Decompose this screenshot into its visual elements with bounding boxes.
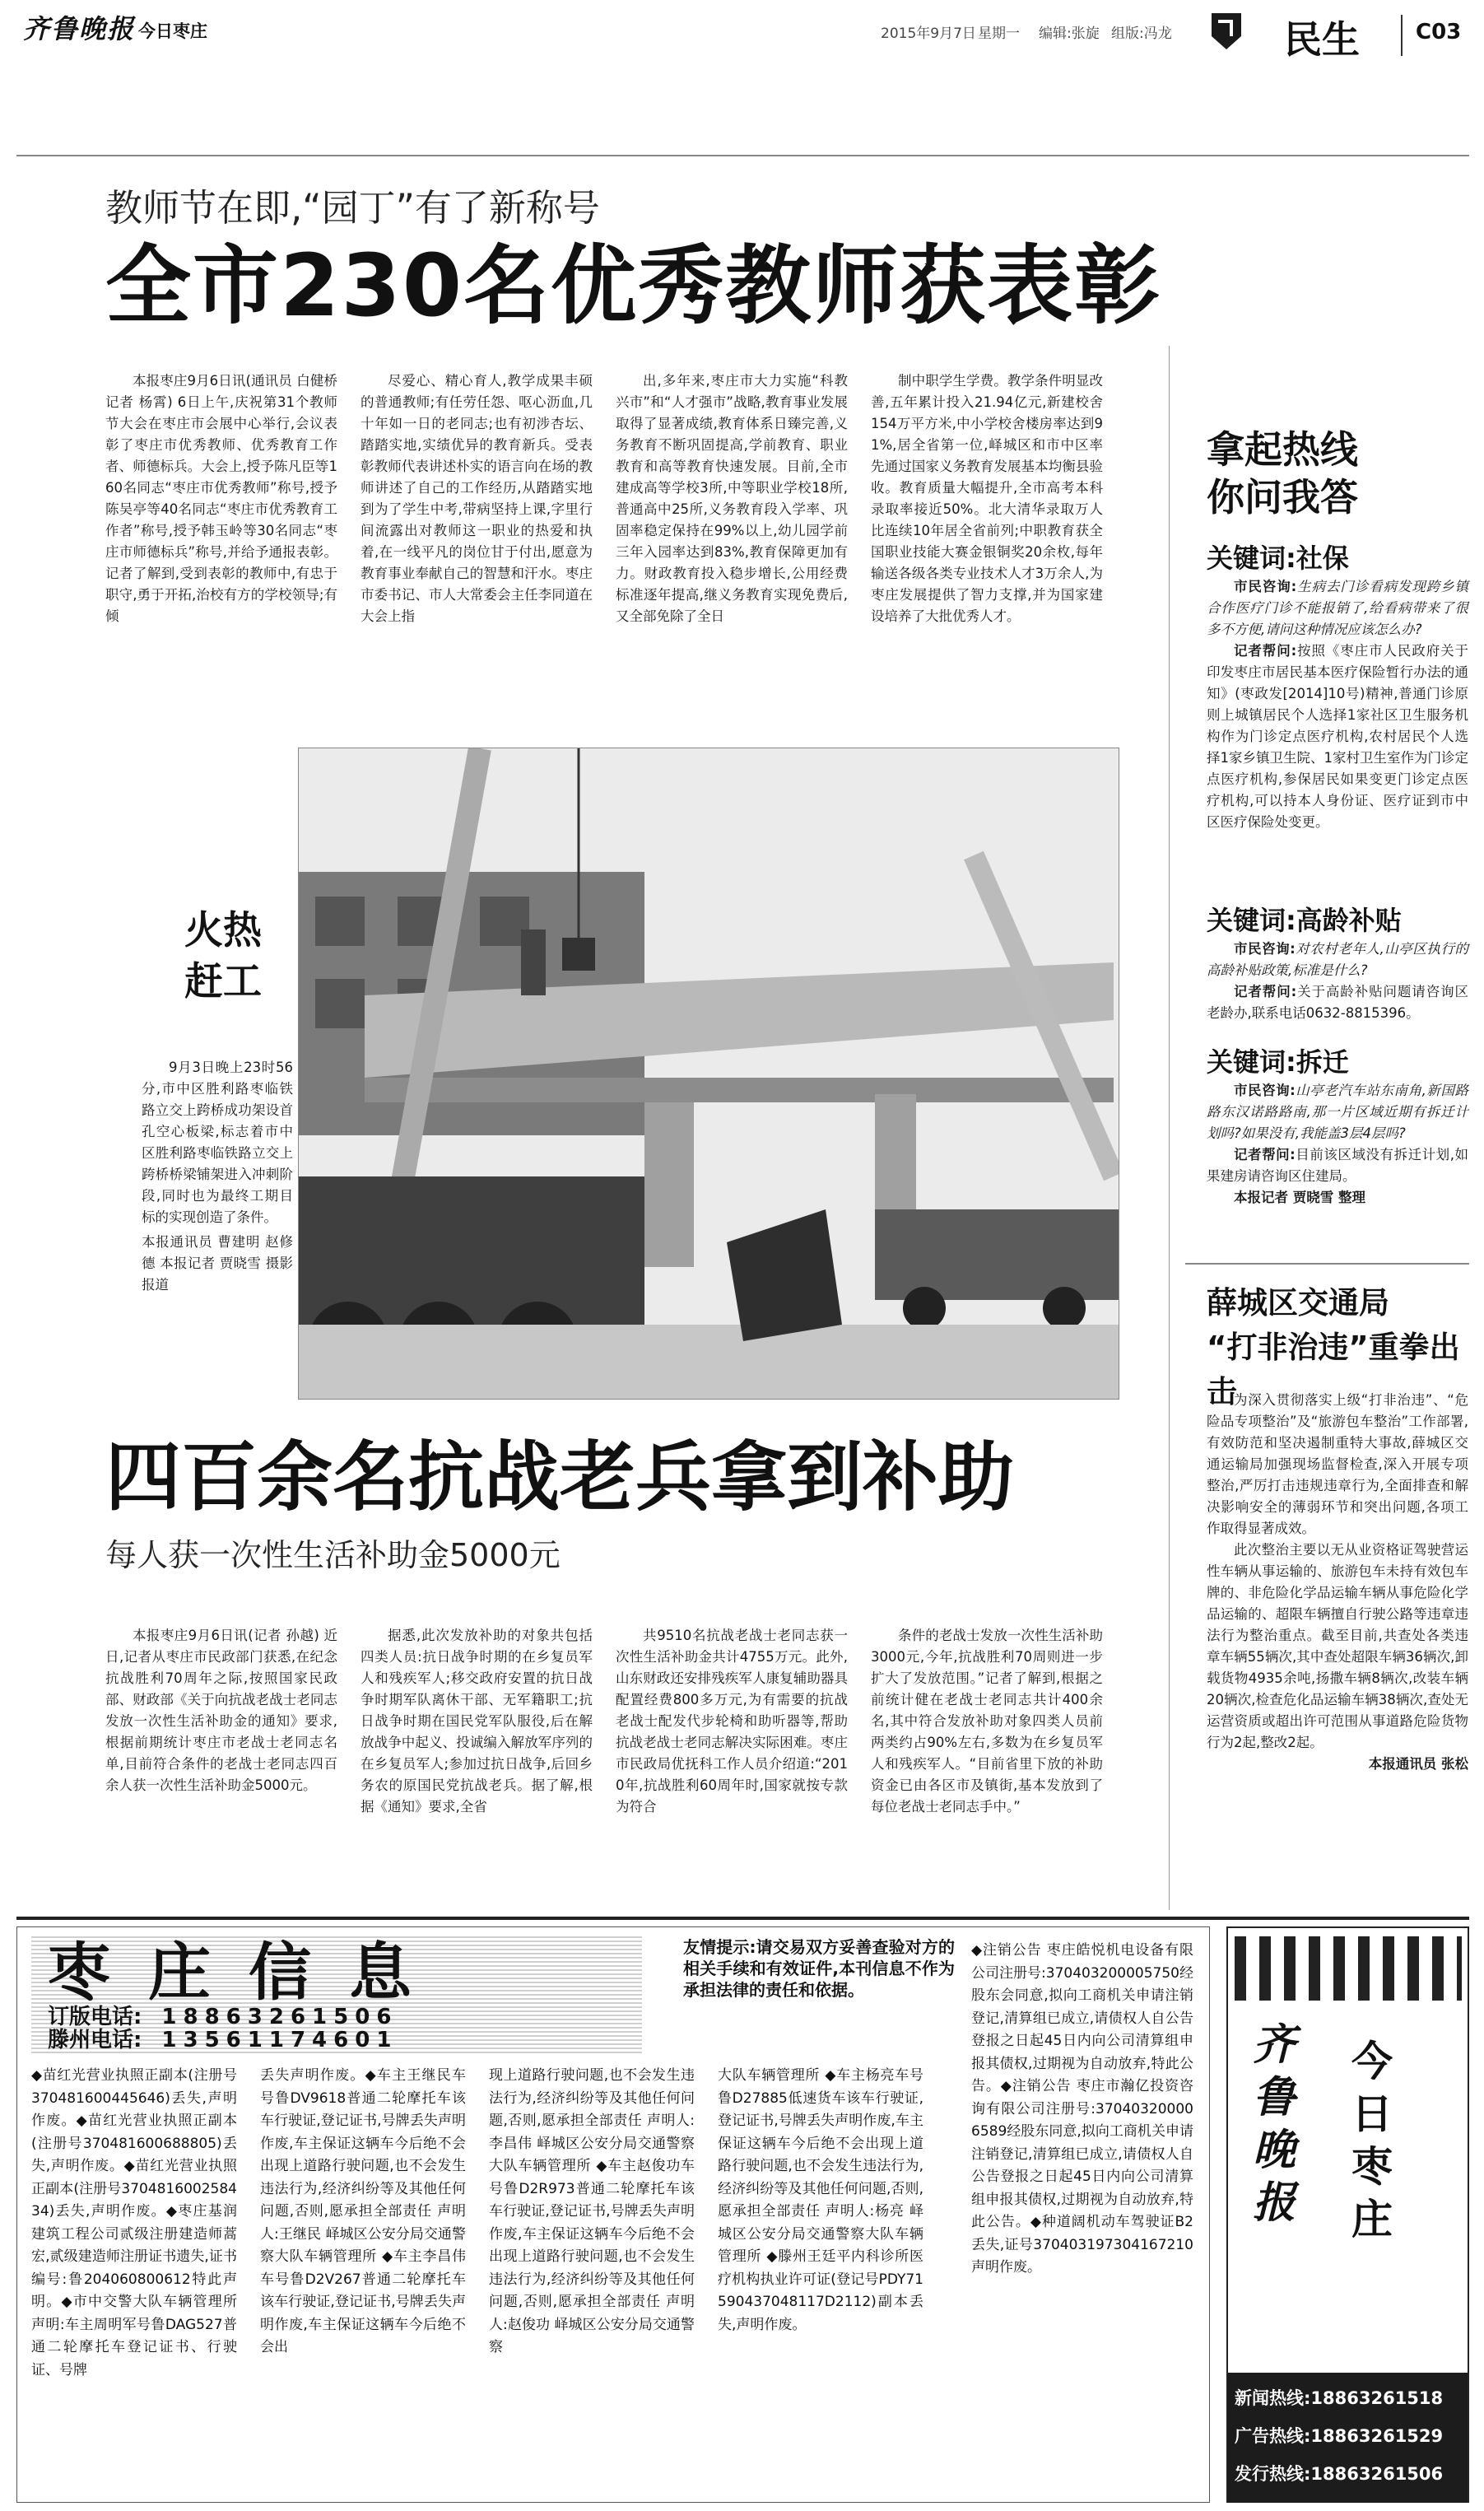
ad-hotline: 18863261529 xyxy=(1310,2426,1444,2446)
lead-col-3: 出,多年来,枣庄市大力实施“科教兴市”和“人才强市”战略,教育事业发展取得了显著成绩,教育体系日臻完善,义务教育不断巩固提高,学前教育、职业教育和高等教育快速发展。目前,全市建成高等学校3所,中等职业学校18所,普通高中25所,义务教育段入学率、巩固率稳定保持在99%以上,幼儿园学前三年入园率达到83%,教育保障更加有力。财政教育投入稳步增长,公用经费标准逐年提高,继义务教育实现免费后,又全部免除了全日 xyxy=(616,373,848,624)
traffic-paragraph-1: 为深入贯彻落实上级“打非治违”、“危险品专项整治”及“旅游包车整治”工作部署,有效防范和坚决遏制重特大事故,薛城区交通运输局加强现场监督检查,深入开展专项整治,严厉打击违规违章行为,全面排查和解决影响安全的薄弱环节和突出问题,各项工作取得显著成效。 xyxy=(1207,1392,1468,1536)
order-phone: 18863261506 xyxy=(161,2005,398,2029)
answer-text: 目前该区域没有拆迁计划,如果建房请咨询区住建局。 xyxy=(1207,1147,1468,1184)
classifieds-banner xyxy=(31,1936,642,2053)
veterans-subhead: 每人获一次性生活补助金5000元 xyxy=(105,1537,561,1573)
traffic-credit: 本报通讯员 张松 xyxy=(1368,1756,1468,1772)
answer-label: 记者帮问: xyxy=(1234,643,1297,659)
hotline-keyword: 关键词:社保 xyxy=(1207,543,1349,574)
header-divider xyxy=(1401,15,1403,56)
classifieds-col-5: ◆注销公告 枣庄皓悦机电设备有限公司注册号:370403200005750经股东会同意,拟向工商机关申请注销登记,清算组已成立,请债权人自公告登报之日起45日内向公司清算组申报其债权,过期视为自动放弃,特此公告。◆注销公告 枣庄市瀚亿投资咨询有限公司注册号:370403200006589经股东同意,拟向工商机关申请注销登记,清算组已成立,请债权人自公告登报之日起45日内向公司清算组申报其债权,过期视为自动放弃,特此公告。◆种道阔机动车驾驶证B2丢失,证号370403197304167210声明作废。 xyxy=(971,1942,1193,2276)
masthead-logo: 齐鲁晚报 xyxy=(23,13,136,44)
veterans-headline: 四百余名抗战老兵拿到补助 xyxy=(105,1433,1015,1521)
tengzhou-phone-label: 滕州电话: xyxy=(48,2028,142,2052)
news-hotline-label: 新闻热线: xyxy=(1235,2388,1311,2408)
photo-story-title: 火热赶工 xyxy=(184,908,262,1004)
news-hotline: 18863261518 xyxy=(1310,2388,1444,2408)
promo-box xyxy=(1226,1926,1469,2503)
classifieds-col-1: ◆苗红光营业执照正副本(注册号370481600445646)丢失,声明作废。◆苗红光营业执照正副本(注册号370481600688805)丢失,声明作废。◆苗红光营业执照正副本(注册号370481600258434)丢失,声明作废。◆枣庄基润建筑工程公司贰级注册建造师蒿宏,贰级建造师注册证书遗失,证书编号:鲁204060800612特此声明。◆市中交警大队车辆管理所声明:车主周明军号鲁DAG527普通二轮摩托车登记证书、行驶证、号牌 xyxy=(31,2067,237,2378)
edition-name: 今日枣庄 xyxy=(138,21,207,41)
lead-headline: 全市230名优秀教师获表彰 xyxy=(105,235,1162,336)
promo-phones xyxy=(1228,2373,1468,2503)
traffic-body xyxy=(1207,1390,1468,1775)
classifieds-col-3: 现上道路行驶问题,也不会发生违法行为,经济纠纷等及其他任何问题,否则,愿承担全部责任 声明人:李昌伟 峄城区公安分局交通警察大队车辆管理所 ◆车主赵俊功车号鲁D2R973普通二轮摩托车该车行驶证,登记证书,号牌丢失声明作废,车主保证这辆车今后绝不会出现上道路行驶问题,也不会发生违法行为,经济纠纷等及其他任何问题,否则,愿承担全部责任 声明人:赵俊功 峄城区公安分局交通警察 xyxy=(489,2067,695,2355)
photo-story-credit: 本报通讯员 曹建明 赵修德 本报记者 贾晓雪 摄影报道 xyxy=(142,1234,293,1293)
photo-story-body: 9月3日晚上23时56分,市中区胜利路枣临铁路立交上跨桥成功架设首孔空心板梁,标志着市中区胜利路枣临铁路立交上跨桥桥梁铺架进入冲刺阶段,同时也为最终工期目标的实现创造了条件。 xyxy=(142,1060,293,1225)
lead-col-1: 本报枣庄9月6日讯(通讯员 白健桥 记者 杨霄) 6日上午,庆祝第31个教师节大会在枣庄市会展中心举行,会议表彰了枣庄市优秀教师、优秀教育工作者、师德标兵。大会上,授予陈凡臣等160名同志“枣庄市优秀教师”称号,授予陈吴亭等40名同志“枣庄市优秀教育工作者”称号,授予韩玉岭等30名同志“枣庄市师德标兵”称号,并给予通报表彰。记者了解到,受到表彰的教师中,有忠于职守,勇于开拓,治校有方的学校领导;有倾 xyxy=(105,373,337,624)
traffic-headline-2: “打非治违”重拳出击 xyxy=(1207,1330,1460,1409)
answer-text: 关于高龄补贴问题请咨询区老龄办,联系电话0632-8815396。 xyxy=(1207,984,1468,1021)
tengzhou-phone: 13561174601 xyxy=(161,2028,398,2052)
issue-date: 2015年9月7日 xyxy=(881,26,976,42)
veterans-col-4: 条件的老战士发放一次性生活补助3000元,今年,抗战胜利70周则进一步扩大了发放范围。”记者了解到,根据之前统计健在老战士老同志共计400余名,其中符合发放补助对象四类人员前两类约占90%左右,多数为在乡复员军人和残疾军人。“目前省里下放的补助资金已由各区市及镇街,基本发放到了每位老战士老同志手中。” xyxy=(871,1628,1103,1815)
veterans-col-2: 据悉,此次发放补助的对象共包括四类人员:抗日战争时期的在乡复员军人和残疾军人;移交政府安置的抗日战争时期军队离休干部、无军籍职工;抗日战争时期在国民党军队服役,后在解放战争中起义、投诚编入解放军序列的在乡复员军人;参加过抗日战争,后回乡务农的原国民党抗战老兵。据了解,根据《通知》要求,全省 xyxy=(361,1628,593,1815)
distribution-hotline-label: 发行热线: xyxy=(1235,2464,1311,2484)
lead-col-2: 尽爱心、精心育人,教学成果丰硕的普通教师;有任劳任怨、呕心沥血,几十年如一日的老同志;也有初涉杏坛、踏踏实地,实绩优异的教育新兵。受表彰教师代表讲述朴实的语言向在场的教师讲述了自己的工作经历,从踏踏实地到为了学生中考,带病坚持上课,字里行间流露出对教师这一职业的热爱和执着,在一线平凡的岗位甘于付出,愿意为教育事业奉献自己的智慧和汗水。枣庄市委书记、市人大常委会主任李同道在大会上指 xyxy=(361,373,593,624)
hotline-item-social-security xyxy=(1207,540,1468,833)
traffic-paragraph-2: 此次整治主要以无从业资格证驾驶营运性车辆从事运输的、旅游包车未持有效包车牌的、非危险化学品运输车辆从事危险化学品运输的、超限车辆擅自行驶公路等违章违法行为整治重点。截至目前,共查处各类违章车辆55辆次,其中查处超限车辆36辆次,卸载货物4935余吨,扬撒车辆8辆次,改装车辆20辆次,检查危化品运输车辆38辆次,查处无运营资质或超出许可范围从事道路危险货物行为2起,整改2起。 xyxy=(1207,1542,1468,1750)
page-header xyxy=(0,0,1484,76)
header-bottom-rule xyxy=(16,155,1469,156)
hotline-title-2: 你问我答 xyxy=(1207,475,1358,519)
question-label: 市民咨询: xyxy=(1234,941,1296,957)
hotline-title-1: 拿起热线 xyxy=(1207,427,1358,472)
editor-credit: 编辑:张旋 xyxy=(1039,26,1100,42)
promo-logo: 齐鲁晚报 xyxy=(1253,2020,1296,2228)
answer-text: 按照《枣庄市人民政府关于印发枣庄市居民基本医疗保险暂行办法的通知》(枣政发[2014]10号)精神,普通门诊原则上城镇居民个人选择1家社区卫生服务机构作为门诊定点医疗机构,农村居民个人选择1家乡镇卫生院、1家村卫生室作为门诊定点医疗机构,参保居民如果变更门诊定点医疗机构,可以持本人身份证、医疗证到市中区医疗保险处变更。 xyxy=(1207,643,1468,830)
hotline-credit: 本报记者 贾晓雪 整理 xyxy=(1234,1190,1365,1205)
telephone-icons-strip xyxy=(1235,1936,1462,2001)
page-number: C03 xyxy=(1416,20,1462,44)
veterans-col-1: 本报枣庄9月6日讯(记者 孙越) 近日,记者从枣庄市民政部门获悉,在纪念抗战胜利70周年之际,按照国家民政部、财政部《关于向抗战老战士老同志发放一次性生活补助金的通知》要求,根据前期统计枣庄市老战士老同志名单,目前符合条件的老战士老同志四百余人获一次性生活补助金5000元。 xyxy=(105,1628,337,1793)
layout-editor-credit: 组版:冯龙 xyxy=(1111,26,1172,42)
classifieds-top-rule xyxy=(16,1917,1469,1920)
promo-edition: 今日枣庄 xyxy=(1351,2038,1393,2243)
hotline-keyword: 关键词:高龄补贴 xyxy=(1207,905,1402,936)
photo-story-panel xyxy=(105,906,293,1367)
answer-label: 记者帮问: xyxy=(1234,1147,1296,1162)
lead-kicker: 教师节在即,“园丁”有了新称号 xyxy=(105,186,600,230)
ad-hotline-label: 广告热线: xyxy=(1235,2426,1311,2446)
classifieds-tip: 友情提示:请交易双方妥善查验对方的相关手续和有效证件,本刊信息不作为承担法律的责任和依据。 xyxy=(683,1937,955,2000)
distribution-hotline: 18863261506 xyxy=(1310,2464,1444,2484)
traffic-headline-1: 薛城区交通局 xyxy=(1207,1285,1389,1321)
classifieds-col-4: 大队车辆管理所 ◆车主杨亮车号鲁D27885低速货车该车行驶证,登记证书,号牌丢失声明作废,车主保证这辆车今后绝不会出现上道路行驶问题,也不会发生违法行为,经济纠纷等及其他任何问题,否则,愿承担全部责任 声明人:杨亮 峄城区公安分局交通警察大队车辆管理所 ◆滕州王廷平内科诊所医疗机构执业许可证(登记号PDY71590437048117D2112)副本丢失,声明作废。 xyxy=(718,2067,923,2333)
issue-weekday: 星期一 xyxy=(978,26,1020,42)
question-text: 生病去门诊看病发现跨乡镇合作医疗门诊不能报销了,给看病带来了很多不方便,请问这种情况应该怎么办? xyxy=(1207,579,1468,637)
answer-label: 记者帮问: xyxy=(1234,984,1297,999)
classifieds-banner-title: 枣庄信息 xyxy=(48,1936,449,2009)
hotline-keyword: 关键词:拆迁 xyxy=(1207,1046,1349,1078)
right-column-section-rule xyxy=(1185,1263,1469,1265)
section-name: 民生 xyxy=(1284,17,1360,62)
construction-photo xyxy=(298,748,1119,1400)
bridge-crane-illustration xyxy=(299,748,1119,1400)
classifieds-col-2: 丢失声明作废。◆车主王继民车号鲁DV9618普通二轮摩托车该车行驶证,登记证书,号牌丢失声明作废,车主保证这辆车今后绝不会出现上道路行驶问题,也不会发生违法行为,经济纠纷等及其他任何问题,否则,愿承担全部责任 声明人:王继民 峄城区公安分局交通警察大队车辆管理所 ◆车主李昌伟车号鲁D2V267普通二轮摩托车该车行驶证,登记证书,号牌丢失声明作废,车主保证这辆车今后绝不会出 xyxy=(260,2067,466,2355)
question-label: 市民咨询: xyxy=(1234,1083,1296,1098)
veterans-col-3: 共9510名抗战老战士老同志获一次性生活补助金共计4755万元。此外,山东财政还安排残疾军人康复辅助器具配置经费800多万元,为有需要的抗战老战士配发代步轮椅和助听器等,帮助抗战老战士老同志解决实际困难。枣庄市民政局优抚科工作人员介绍道:“2010年,抗战胜利60周年时,国家就按专款为符合 xyxy=(616,1628,848,1815)
hotline-item-elderly-subsidy xyxy=(1207,902,1468,1024)
section-arrow-icon xyxy=(1208,12,1244,51)
question-text: 山亭老汽车站东南角,新国路路东汉诺路路南,那一片区域近期有拆迁计划吗?如果没有,我能盖3层4层吗? xyxy=(1207,1083,1468,1141)
right-column-divider xyxy=(1169,346,1170,1910)
question-label: 市民咨询: xyxy=(1234,579,1297,594)
lead-col-4: 制中职学生学费。教学条件明显改善,五年累计投入21.94亿元,新建校舍154万平方米,中小学校舍楼房率达到91%,居全省第一位,峄城区和市中区率先通过国家义务教育发展基本均衡县验收。教育质量大幅提升,全市高考本科录取率接近50%。北大清华录取万人比连续10年居全省前列;中职教育获全国职业技能大赛金银铜奖20余枚,每年输送各级各类专业技术人才3万余人,为枣庄发展提供了智力支撑,并为国家建设培养了大批优秀人才。 xyxy=(871,373,1103,624)
question-text: 对农村老年人,山亭区执行的高龄补贴政策,标准是什么? xyxy=(1207,941,1468,978)
hotline-item-demolition xyxy=(1207,1044,1468,1209)
order-phone-label: 订版电话: xyxy=(48,2005,142,2029)
